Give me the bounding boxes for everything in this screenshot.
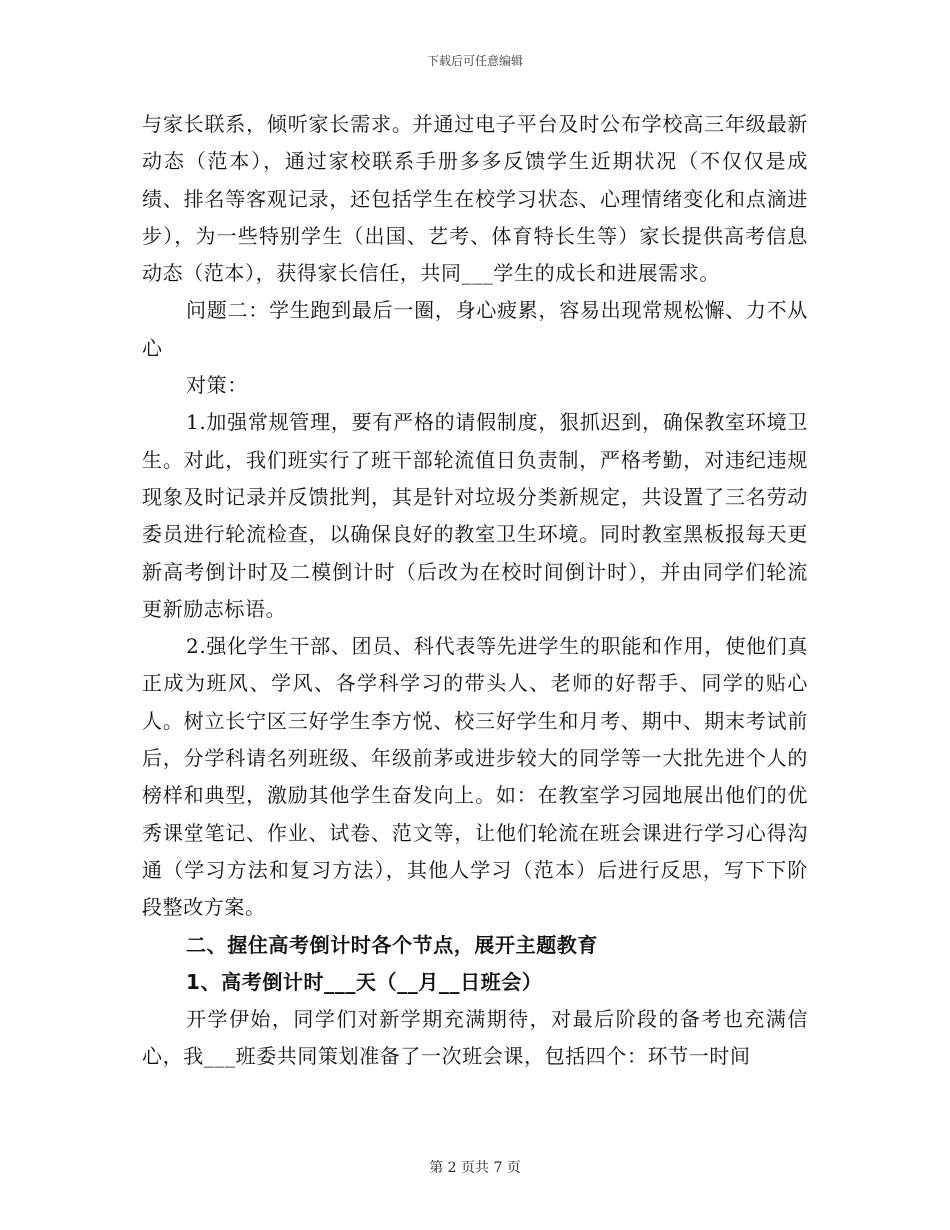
paragraph-student-leaders: 2.强化学生干部、团员、科代表等先进学生的职能和作用，使他们真正成为班风、学风、各学科学习的带头人、老师的好帮手、同学的贴心人。树立长宁区三好学生李方悦、校三好学生和月考、期中、期末考试前后，分学科请名列班级、年级前茅或进步较大的同学等一大批先进个人的榜样和典型，激励其他学生奋发向上。如：在教室学习园地展出他们的优秀课堂笔记、作业、试卷、范文等，让他们轮流在班会课进行学习心得沟通（学习方法和复习方法），其他人学习（范本）后进行反思，写下下阶段整改方案。	[142, 634, 808, 920]
paragraph-routine-management: 1.加强常规管理，要有严格的请假制度，狠抓迟到，确保教室环境卫生。对此，我们班实行了班干部轮流值日负责制，严格考勤，对违纪违规现象及时记录并反馈批判，其是针对垃圾分类新规定，共设置了三名劳动委员进行轮流检查，以确保良好的教室卫生环境。同时教室黑板报每天更新高考倒计时及二模倒计时（后改为在校时间倒计时），并由同学们轮流更新励志标语。	[142, 410, 808, 621]
paragraph-problem-two: 问题二：学生跑到最后一圈，身心疲累，容易出现常规松懈、力不从心	[142, 298, 808, 360]
page-header: 下载后可任意编辑	[426, 54, 523, 68]
subsection-heading-days: 1、高考倒计时___天（__月__日班会）	[186, 969, 543, 994]
page-footer: 第 2 页共 7 页	[429, 1160, 521, 1176]
paragraph-countermeasure-label: 对策：	[186, 373, 248, 398]
section-heading-countdown: 二、握住高考倒计时各个节点，展开主题教育	[186, 932, 598, 957]
document-body	[142, 106, 808, 1076]
paragraph-semester-start: 开学伊始，同学们对新学期充满期待，对最后阶段的备考也充满信心，我___班委共同策划准备了一次班会课，包括四个：环节一时间	[142, 1007, 808, 1069]
paragraph-parent-contact: 与家长联系，倾听家长需求。并通过电子平台及时公布学校高三年级最新动态（范本），通过家校联系手册多多反馈学生近期状况（不仅仅是成绩、排名等客观记录，还包括学生在校学习状态、心理情绪变化和点滴进步），为一些特别学生（出国、艺考、体育特长生等）家长提供高考信息动态（范本），获得家长信任，共同___学生的成长和进展需求。	[142, 112, 808, 286]
